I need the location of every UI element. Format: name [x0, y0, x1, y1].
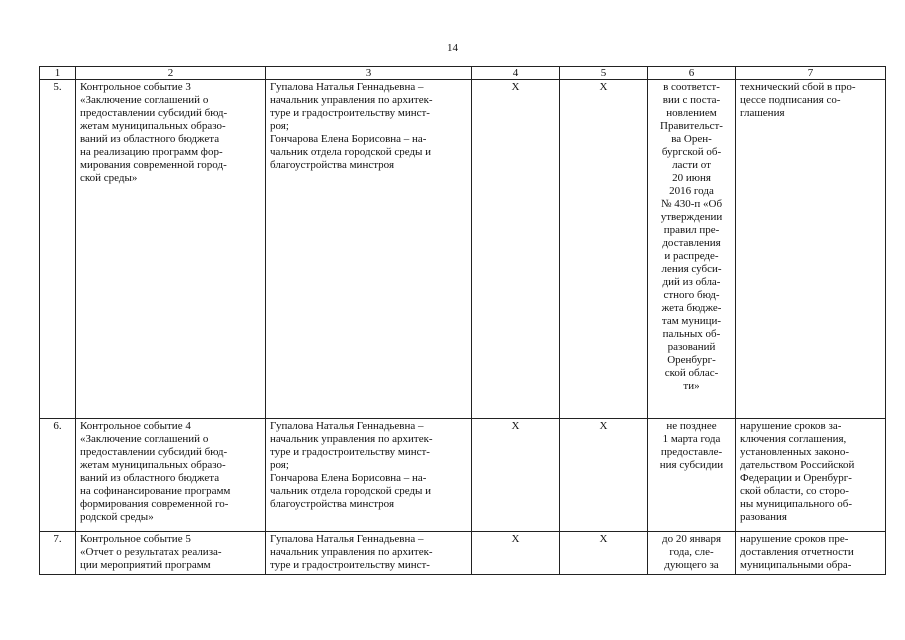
header-cell: 5	[560, 67, 648, 80]
responsible-persons-line: чальник отдела городской среды и	[270, 146, 432, 158]
deadline-basis-line: ления субси-	[661, 263, 722, 275]
responsible-persons-line: благоустройства минстроя	[270, 159, 395, 171]
control-event-line: жетам муниципальных образо-	[80, 120, 226, 132]
column-4-mark: Х	[472, 419, 560, 532]
deviation-reason-line: разования	[740, 511, 787, 523]
column-5-mark: Х	[560, 419, 648, 532]
deviation-reason-line: ключения соглашения,	[740, 433, 847, 445]
deviation-reason	[736, 419, 886, 532]
deadline-basis-line: года, сле-	[669, 546, 714, 558]
header-cell: 3	[266, 67, 472, 80]
header-cell: 7	[736, 67, 886, 80]
responsible-persons-line: туре и градостроительству минст-	[270, 107, 430, 119]
table-row	[40, 80, 886, 419]
control-event-line: ции мероприятий программ	[80, 559, 211, 571]
control-event-line: Контрольное событие 3	[80, 81, 191, 93]
deadline-basis-line: пальных об-	[662, 328, 721, 340]
deadline-basis-line: жета бюдже-	[661, 302, 722, 314]
deviation-reason-line: нарушение сроков пре-	[740, 533, 849, 545]
responsible-persons-line: Гупалова Наталья Геннадьевна –	[270, 81, 424, 93]
deadline-basis-line: утверждении	[660, 211, 723, 223]
deadline-basis-line: новлением	[666, 107, 717, 119]
responsible-persons-line: начальник управления по архитек-	[270, 433, 433, 445]
deviation-reason-line: глашения	[740, 107, 785, 119]
deadline-basis-line: до 20 января	[661, 533, 722, 545]
deviation-reason-line: ны муниципального об-	[740, 498, 853, 510]
deviation-reason-line: установленных законо-	[740, 446, 849, 458]
responsible-persons-line: чальник отдела городской среды и	[270, 485, 432, 497]
deadline-basis-line: 1 марта года	[662, 433, 721, 445]
responsible-persons-line: Гупалова Наталья Геннадьевна –	[270, 420, 424, 432]
responsible-persons-line: роя;	[270, 459, 289, 471]
deadline-basis-line: 2016 года	[669, 185, 714, 197]
control-event-line: ваний из областного бюджета	[80, 133, 220, 145]
row-number: 5.	[40, 80, 76, 419]
control-event	[76, 419, 266, 532]
responsible-persons-line: начальник управления по архитек-	[270, 546, 433, 558]
deviation-reason-line: ской области, со сторо-	[740, 485, 849, 497]
deadline-basis-line: ти»	[683, 380, 700, 392]
deadline-basis-line: там муници-	[661, 315, 722, 327]
control-event-line: на реализацию программ фор-	[80, 146, 223, 158]
deadline-basis-line: дий из обла-	[662, 276, 721, 288]
deviation-reason-line: Федерации и Оренбург-	[740, 472, 852, 484]
events-table	[39, 66, 886, 575]
deadline-basis	[648, 419, 736, 532]
control-event-line: ваний из областного бюджета	[80, 472, 220, 484]
deadline-basis-line: бургской об-	[661, 146, 722, 158]
responsible-persons-line: начальник управления по архитек-	[270, 94, 433, 106]
control-event-line: Контрольное событие 4	[80, 420, 191, 432]
deadline-basis-line: № 430-п «Об	[660, 198, 723, 210]
deadline-basis-line: Правительст-	[660, 120, 723, 132]
deviation-reason-line: технический сбой в про-	[740, 81, 856, 93]
deadline-basis	[648, 80, 736, 419]
deadline-basis-line: ласти от	[672, 159, 711, 171]
deadline-basis-line: правил пре-	[663, 224, 720, 236]
control-event-line: родской среды»	[80, 511, 154, 523]
table-row	[40, 532, 886, 575]
control-event	[76, 80, 266, 419]
column-4-mark: Х	[472, 532, 560, 575]
control-event-line: мирования современной город-	[80, 159, 227, 171]
header-cell: 6	[648, 67, 736, 80]
control-event-line: «Заключение соглашений о	[80, 94, 209, 106]
control-event-line: предоставлении субсидий бюд-	[80, 107, 228, 119]
control-event-line: жетам муниципальных образо-	[80, 459, 226, 471]
responsible-persons-line: туре и градостроительству минст-	[270, 446, 430, 458]
header-cell: 2	[76, 67, 266, 80]
deadline-basis-line: стного бюд-	[663, 289, 720, 301]
header-cell: 1	[40, 67, 76, 80]
responsible-persons-line: Гончарова Елена Борисовна – на-	[270, 133, 427, 145]
deadline-basis-line: вии с поста-	[662, 94, 721, 106]
responsible-persons	[266, 419, 472, 532]
control-event	[76, 532, 266, 575]
deadline-basis-line: ния субсидии	[659, 459, 724, 471]
control-event-line: формирования современной го-	[80, 498, 229, 510]
responsible-persons-line: благоустройства минстроя	[270, 498, 395, 510]
responsible-persons-line: роя;	[270, 120, 289, 132]
row-number: 7.	[40, 532, 76, 575]
deadline-basis-line: дующего за	[664, 559, 719, 571]
deadline-basis-line: не позднее	[666, 420, 717, 432]
deviation-reason-line: цессе подписания со-	[740, 94, 841, 106]
deviation-reason-line: муниципальными обра-	[740, 559, 852, 571]
page-number: 14	[447, 42, 458, 54]
row-number: 6.	[40, 419, 76, 532]
deadline-basis	[648, 532, 736, 575]
table-header-row	[40, 67, 886, 80]
deadline-basis-line: предоставле-	[660, 446, 723, 458]
control-event-line: «Заключение соглашений о	[80, 433, 209, 445]
deadline-basis-line: ва Орен-	[671, 133, 712, 145]
column-5-mark: Х	[560, 80, 648, 419]
control-event-line: ской среды»	[80, 172, 138, 184]
deviation-reason-line: нарушение сроков за-	[740, 420, 842, 432]
deadline-basis-line: доставления	[662, 237, 721, 249]
header-cell: 4	[472, 67, 560, 80]
deviation-reason-line: доставления отчетности	[740, 546, 854, 558]
deadline-basis-line: Оренбург-	[667, 354, 716, 366]
responsible-persons	[266, 532, 472, 575]
control-event-line: Контрольное событие 5	[80, 533, 191, 545]
column-5-mark: Х	[560, 532, 648, 575]
deadline-basis-line: разований	[667, 341, 716, 353]
responsible-persons-line: Гончарова Елена Борисовна – на-	[270, 472, 427, 484]
control-event-line: на софинансирование программ	[80, 485, 231, 497]
deadline-basis-line: ской облас-	[664, 367, 719, 379]
deviation-reason	[736, 80, 886, 419]
control-event-line: «Отчет о результатах реализа-	[80, 546, 222, 558]
deadline-basis-line: 20 июня	[672, 172, 711, 184]
responsible-persons-line: туре и градостроительству минст-	[270, 559, 430, 571]
deviation-reason-line: дательством Российской	[740, 459, 855, 471]
deadline-basis-line: в соответст-	[663, 81, 720, 93]
deadline-basis-line: и распреде-	[664, 250, 719, 262]
column-4-mark: Х	[472, 80, 560, 419]
control-event-line: предоставлении субсидий бюд-	[80, 446, 228, 458]
deviation-reason	[736, 532, 886, 575]
responsible-persons-line: Гупалова Наталья Геннадьевна –	[270, 533, 424, 545]
responsible-persons	[266, 80, 472, 419]
table-row	[40, 419, 886, 532]
